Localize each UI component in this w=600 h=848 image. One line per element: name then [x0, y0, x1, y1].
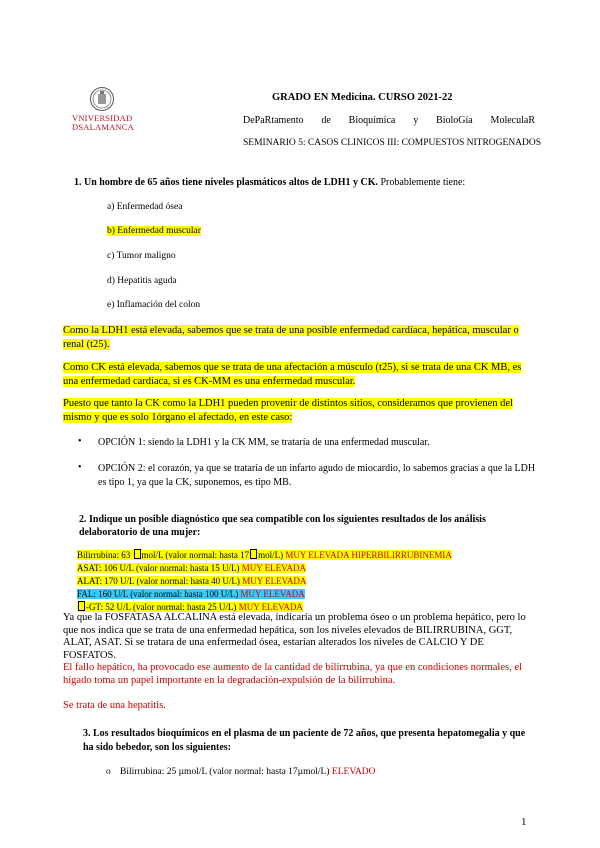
- lab-result-fal: FAL: 160 U/L (valor normal: hasta 100 U/L) MUY ELEVADA: [77, 589, 305, 599]
- bullet-icon: •: [78, 462, 82, 473]
- lab-result-bilirubin-q3: Bilirrubina: 25 µmol/L (valor normal: hasta 17µmol/L) ELEVADO: [120, 767, 376, 777]
- course-title: GRADO EN Medicina. CURSO 2021-22: [272, 92, 453, 103]
- lab-result-ggt: -GT: 52 U/L (valor normal: hasta 25 U/L) MUY ELEVADA: [77, 601, 303, 613]
- missing-glyph-icon: [250, 549, 257, 559]
- lab-result-alat: ALAT: 170 U/L (valor normal: hasta 40 U/L) MUY ELEVADA: [77, 576, 307, 586]
- option-1-explanation: OPCIÓN 1: siendo la LDH1 y la CK MM, se trataría de una enfermedad muscular.: [98, 437, 430, 448]
- question-2-stem: 2. Indique un posible diagnóstico que sea compatible con los siguientes resultados de los análisis delaboratorio de una mujer:: [79, 514, 486, 538]
- option-d: d) Hepatitis aguda: [107, 276, 177, 286]
- missing-glyph-icon: [134, 549, 141, 559]
- question-3-stem: 3. Los resultados bioquímicos en el plasma de un paciente de 72 años, que presenta hepatomegalia y que ha sido bebedor, son los siguientes:: [83, 728, 526, 753]
- university-name-line2: DSALAMANCA: [72, 122, 134, 132]
- question-1-stem: 1. Un hombre de 65 años tiene niveles plasmáticos altos de LDH1 y CK. Probablemente tiene:: [74, 177, 466, 188]
- university-name-line1: VNIVERSIDAD: [72, 113, 133, 123]
- answer-paragraph-1: Como la LDH1 está elevada, sabemos que se trata de una posible enfermedad cardíaca, hepática, muscular o renal (t25).: [63, 325, 519, 350]
- seminar-title: SEMINARIO 5: CASOS CLINICOS III: COMPUESTOS NITROGENADOS: [243, 138, 542, 148]
- list-marker: o: [106, 767, 111, 777]
- answer-2-liver-failure: El fallo hepático, ha provocado ese aumento de la cantidad de bilirrubina, ya que en condiciones normales, el hígado toma un papel importante en la degradación-expulsión de la bilirrubina.: [63, 662, 522, 686]
- answer-2-explanation: Ya que la FOSFATASA ALCALINA está elevada, indicaría un problema óseo o un problema hepático, pero lo que nos indica que se trata de una enfermedad hepática, son los niveles elevados de BILIRRUBINA, GGT, ALAT, ASAT. Si se tratara de una enfermedad ósea, estarían alterados los niveles de CALCIO Y DE FOSFATOS.: [63, 612, 526, 661]
- university-logo: [72, 86, 132, 132]
- answer-2-diagnosis: Se trata de una hepatitis.: [63, 700, 166, 711]
- lab-result-bilirubin: Bilirrubina: 63 mol/L (valor normal: hasta 17 mol/L) MUY ELEVADA HIPERBILIRRUBINEMIA: [77, 550, 452, 560]
- option-a: a) Enfermedad ósea: [107, 202, 183, 212]
- department-name: DePaRtamento de Bioquímica y BioloGía MoleculaR: [243, 115, 535, 126]
- option-2-explanation: OPCIÓN 2: el corazón, ya que se trataría de un infarto agudo de miocardio, lo sabemos gracias a que la LDH es tipo 1, ya que la CK, suponemos, es tipo MB.: [98, 463, 536, 488]
- page-number: 1: [521, 816, 527, 828]
- bullet-icon: •: [78, 436, 82, 447]
- university-seal-icon: [90, 86, 114, 112]
- lab-result-asat: ASAT: 106 U/L (valor normal: hasta 15 U/L) MUY ELEVADA: [77, 563, 306, 573]
- option-b: b) Enfermedad muscular: [107, 226, 201, 236]
- missing-glyph-icon: [78, 601, 85, 611]
- option-c: c) Tumor maligno: [107, 251, 176, 261]
- answer-paragraph-2: Como CK está elevada, sabemos que se trata de una afectación a músculo (t25), si se trata de una CK MB, es una enfermedad cardíaca, si es CK-MM es una enfermedad muscular.: [63, 362, 522, 387]
- option-e: e) Inflamación del colon: [107, 300, 201, 310]
- answer-paragraph-3: Puesto que tanto la CK como la LDH1 pueden provenir de distintos sitios, consideramos que provienen del mismo y que es solo 1órgano el afectado, en este caso:: [63, 398, 513, 423]
